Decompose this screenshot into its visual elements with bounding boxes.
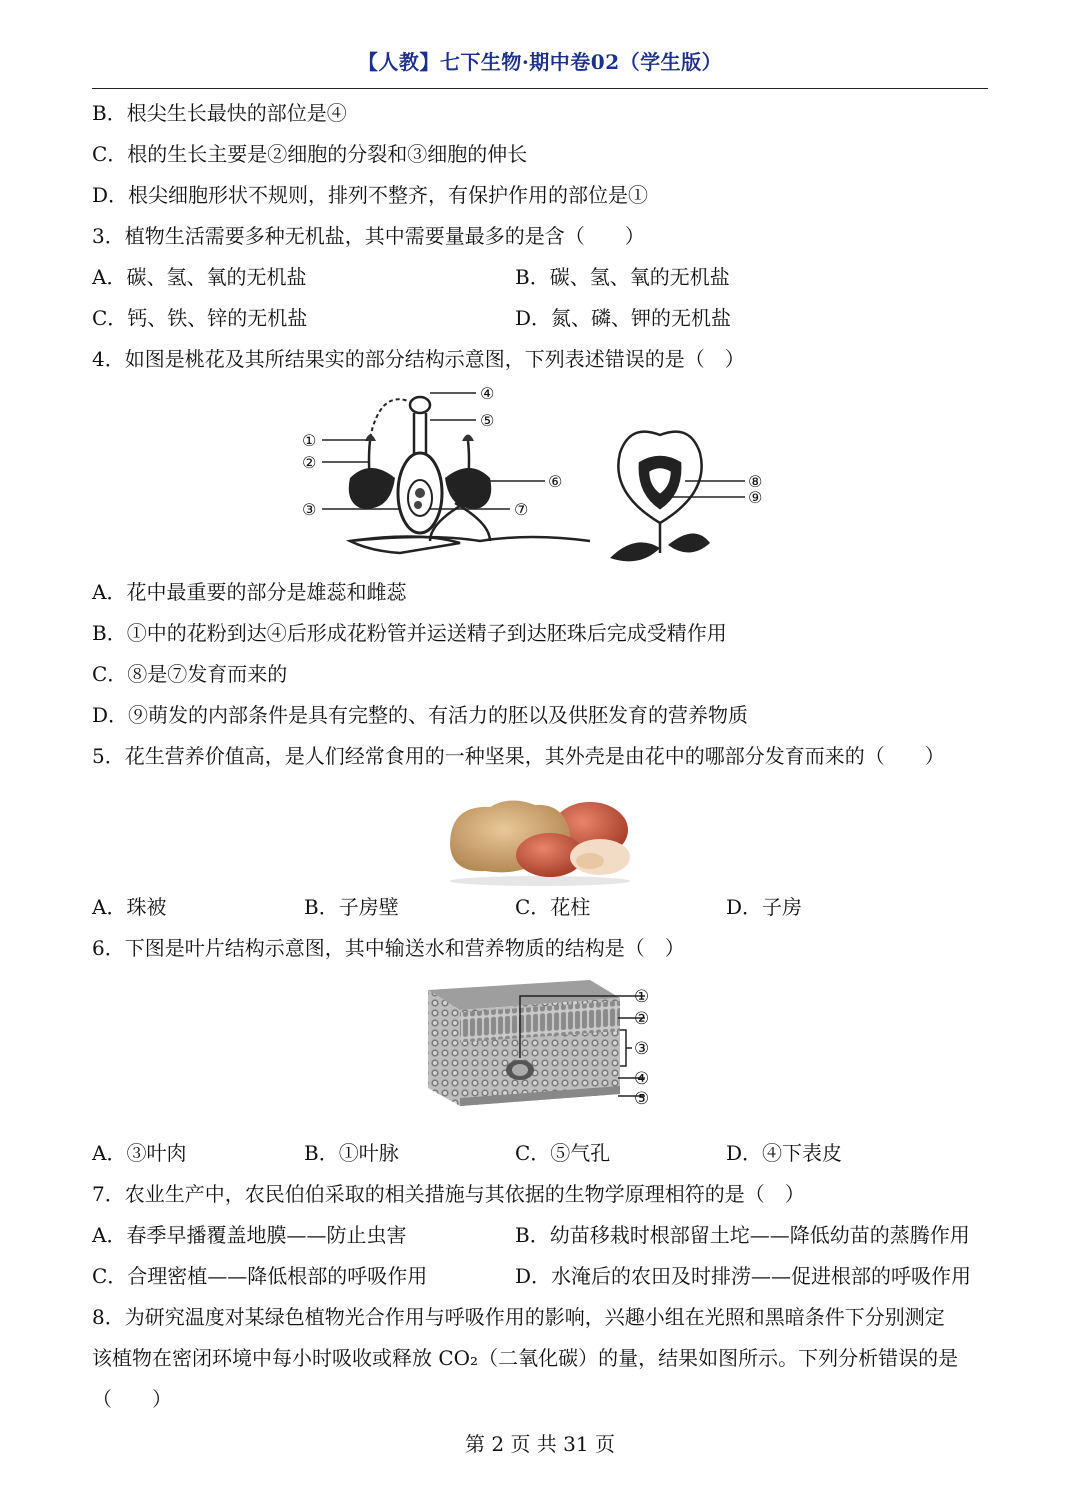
flower-label-2: ②: [302, 453, 317, 472]
q7-option-b: B．幼苗移栽时根部留土坨——降低幼苗的蒸腾作用: [515, 1223, 970, 1247]
q3-option-b: B．碳、氢、氧的无机盐: [515, 265, 730, 289]
q8-stem-line1: 8．为研究温度对某绿色植物光合作用与呼吸作用的影响，兴趣小组在光照和黑暗条件下分别测定: [92, 1305, 945, 1329]
q5-option-b: B．子房壁: [304, 895, 399, 919]
q4-option-b: B．①中的花粉到达④后形成花粉管并运送精子到达胚珠后完成受精作用: [92, 621, 727, 645]
flower-label-1: ①: [302, 431, 317, 450]
q4-option-d: D．⑨萌发的内部条件是具有完整的、有活力的胚以及供胚发育的营养物质: [92, 703, 749, 727]
peanut-photo: [440, 775, 640, 887]
q3-option-c: C．钙、铁、锌的无机盐: [92, 306, 308, 330]
q6-option-c: C．⑤气孔: [515, 1141, 611, 1165]
q8-stem-line2: 该植物在密闭环境中每小时吸收或释放 CO₂（二氧化碳）的量，结果如图所示。下列分析错误的是: [92, 1346, 959, 1370]
page-footer-number: 第 2 页 共 31 页: [465, 1432, 615, 1456]
q8-stem-line3: （ ）: [92, 1387, 172, 1411]
flower-label-4: ④: [480, 384, 495, 403]
fruit-label-8: ⑧: [748, 472, 763, 491]
leaf-label-2: ②: [634, 1009, 650, 1029]
q6-option-a: A．③叶肉: [92, 1141, 187, 1165]
peach-flower-fruit-diagram: [290, 383, 790, 573]
q2-option-d: D．根尖细胞形状不规则，排列不整齐，有保护作用的部位是①: [92, 183, 649, 207]
q5-option-d: D．子房: [726, 895, 803, 919]
q7-stem: 7．农业生产中，农民伯伯采取的相关措施与其依据的生物学原理相符的是（ ）: [92, 1182, 805, 1206]
q3-option-a: A．碳、氢、氧的无机盐: [92, 265, 307, 289]
page-header-title: 【人教】七下生物·期中卷02（学生版）: [357, 50, 723, 74]
leaf-label-4: ④: [634, 1069, 650, 1089]
q6-stem: 6．下图是叶片结构示意图，其中输送水和营养物质的结构是（ ）: [92, 936, 685, 960]
q3-stem: 3．植物生活需要多种无机盐，其中需要量最多的是含（ ）: [92, 224, 645, 248]
flower-label-7: ⑦: [514, 500, 529, 519]
header-divider: [92, 88, 988, 89]
q2-option-c: C．根的生长主要是②细胞的分裂和③细胞的伸长: [92, 142, 528, 166]
flower-label-3: ③: [302, 500, 317, 519]
q5-stem: 5．花生营养价值高，是人们经常食用的一种坚果，其外壳是由花中的哪部分发育而来的（ ）: [92, 744, 945, 768]
leaf-label-5: ⑤: [634, 1089, 650, 1109]
q6-option-b: B．①叶脉: [304, 1141, 399, 1165]
q6-option-d: D．④下表皮: [726, 1141, 843, 1165]
q7-option-a: A．春季早播覆盖地膜——防止虫害: [92, 1223, 407, 1247]
q3-option-d: D．氮、磷、钾的无机盐: [515, 306, 732, 330]
q4-option-a: A．花中最重要的部分是雄蕊和雌蕊: [92, 580, 407, 604]
flower-label-6: ⑥: [548, 472, 563, 491]
leaf-label-3: ③: [634, 1039, 650, 1059]
q5-option-a: A．珠被: [92, 895, 167, 919]
fruit-label-9: ⑨: [748, 488, 763, 507]
q2-option-b: B．根尖生长最快的部位是④: [92, 101, 347, 125]
q5-option-c: C．花柱: [515, 895, 591, 919]
q7-option-c: C．合理密植——降低根部的呼吸作用: [92, 1264, 428, 1288]
leaf-label-1: ①: [634, 987, 650, 1007]
leaf-cross-section-diagram: [420, 978, 670, 1113]
q4-option-c: C．⑧是⑦发育而来的: [92, 662, 288, 686]
q4-stem: 4．如图是桃花及其所结果实的部分结构示意图，下列表述错误的是（ ）: [92, 347, 745, 371]
q7-option-d: D．水淹后的农田及时排涝——促进根部的呼吸作用: [515, 1264, 972, 1288]
flower-label-5: ⑤: [480, 411, 495, 430]
